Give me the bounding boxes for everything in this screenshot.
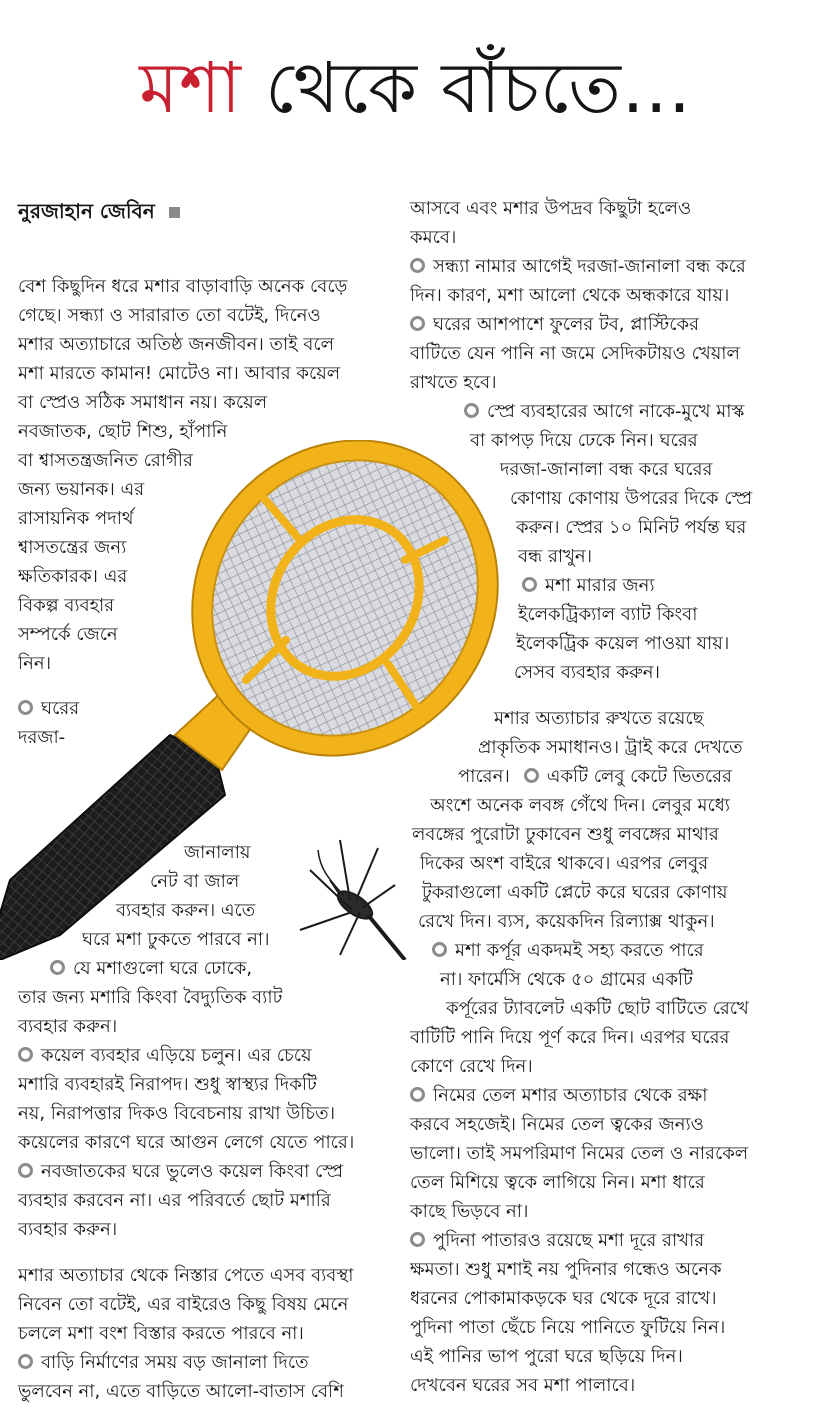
line-text: মশার অত্যাচারে অতিষ্ঠ জনজীবন। তাই বলে [18,334,334,355]
left-column-line [18,1215,117,1244]
line-text: সেসব ব্যবহার করুন। [514,662,660,683]
line-text: কয়েলের কারণে ঘরে আগুন লেগে যেতে পারে। [18,1132,355,1153]
line-text: না। ফার্মেসি থেকে ৫০ গ্রামের একটি [440,969,693,990]
line-text: কোণায় কোণায় উপরের দিকে স্প্রে [510,488,753,509]
bullet-icon [432,942,447,957]
left-column-line [18,1012,117,1041]
left-column-line [18,446,193,475]
line-text: নবজাতকের ঘরে ভুলেও কয়েল কিংবা স্প্রে [41,1161,344,1182]
line-text: মশা মারতে কামান! মোটেও না। আবার কয়েল [18,363,341,384]
line-text: নেট বা জাল [150,871,240,892]
bullet-icon [464,403,479,418]
line-text: মশারি ব্যবহারই নিরাপদ। শুধু স্বাস্থ্যর দিকটি [18,1074,317,1095]
line-text: ধরনের পোকামাকড়কে ঘর থেকে দূরে রাখে। [410,1288,717,1309]
right-column-line [410,1342,683,1371]
line-text: ঘরে মশা ঢুকতে পারবে না। [82,929,270,950]
line-text: রেখে দিন। ব্যস, কয়েকদিন রিল্যাক্স থাকুন। [418,911,715,932]
left-column-line [18,1319,304,1348]
line-text: চললে মশা বংশ বিস্তার করতে পারবে না। [18,1323,304,1344]
line-text: রাখতে হবে। [410,372,497,393]
right-column-line [522,571,655,600]
left-column-line [18,562,127,591]
line-text: ক্ষমতা। শুধু মশাই নয় পুদিনার গন্ধেও অনেক [410,1259,722,1280]
line-text: সম্পর্কে জেনে [18,624,118,645]
right-column-line [518,600,697,629]
left-column-line [184,838,251,867]
bullet-icon [18,1047,33,1062]
line-text: টুকরাগুলো একটি প্লেটে করে ঘরের কোণায় [422,882,728,903]
right-column-line [510,484,752,513]
line-text: ভুলবেন না, এতে বাড়িতে আলো-বাতাস বেশি [18,1381,344,1402]
right-column-line [478,733,743,762]
right-column-line [440,965,693,994]
left-column-line [116,896,255,925]
line-text: ঘরের [41,698,80,719]
right-column-line [410,1081,707,1110]
left-column-line [18,272,347,301]
line-text: মশার অত্যাচার থেকে নিস্তার পেতে এসব ব্যবস্থা [18,1265,354,1286]
line-text: ইলেকট্রিক কয়েল পাওয়া যায়। [516,633,730,654]
line-text: যে মশাগুলো ঘরে ঢোকে, [73,958,253,979]
line-text: নিমের তেল মশার অত্যাচার থেকে রক্ষা [433,1085,708,1106]
line-text: আসবে এবং মশার উপদ্রব কিছুটা হলেও [410,198,692,219]
left-column-line [50,954,252,983]
line-text: দিন। কারণ, মশা আলো থেকে অন্ধকারে যায়। [410,285,730,306]
line-text: গেছে। সন্ধ্যা ও সারারাত তো বটেই, দিনেও [18,305,321,326]
left-column-line [18,649,51,678]
line-text: কাছে ভিড়বে না। [410,1201,529,1222]
line-text: দরজা- [18,727,66,748]
left-column-line [18,1070,317,1099]
right-column-line [410,1313,725,1342]
mosquito-image [300,840,405,960]
line-text: বা কাপড় দিয়ে ঢেকে নিন। ঘরের [470,430,698,451]
right-column-line [410,223,456,252]
line-text: পুদিনা পাতারও রয়েছে মশা দূরে রাখার [433,1230,705,1251]
bullet-icon [410,1087,425,1102]
left-column-line [18,723,65,752]
right-column-line [410,1197,528,1226]
right-column-line [458,762,732,791]
left-column-line [18,359,340,388]
bullet-icon [410,1232,425,1247]
line-text: বাড়ি নির্মাণের সময় বড় জানালা দিতে [41,1352,309,1373]
line-text: কয়েল ব্যবহার এড়িয়ে চলুন। এর চেয়ে [41,1045,312,1066]
left-column-line [18,1261,353,1290]
line-text: মশা কর্পূর একদমই সহ্য করতে পারে [455,940,704,961]
line-text: নিন। [18,653,52,674]
line-text: পারেন। [458,766,510,787]
byline-square-icon [169,207,180,218]
left-column-line [18,694,79,723]
line-text: করুন। স্প্রের ১০ মিনিট পর্যন্ত ঘর [516,517,747,538]
line-text: ঘরের আশপাশে ফুলের টব, প্লাস্টিকের [433,314,699,335]
bullet-icon [18,1163,33,1178]
right-column-line [446,994,749,1023]
right-column-line [410,339,740,368]
left-column-line [82,925,270,954]
line-text: মশার অত্যাচার রুখতে রয়েছে [494,708,704,729]
bullet-icon [18,1354,33,1369]
line-text: বা শ্বাসতন্ত্রজনিত রোগীর [18,450,193,471]
line-text: লবঙ্গের পুরোটা ঢুকাবেন শুধু লবঙ্গের মাথার [412,824,719,845]
left-column-line [18,1128,354,1157]
line-text: বাটিতে যেন পানি না জমে সেদিকটায়ও খেয়াল [410,343,740,364]
line-text: মশা মারার জন্য [545,575,655,596]
right-column-line [518,542,592,571]
right-column-line [410,368,497,397]
right-column-line [412,820,719,849]
line-text: জানালায় [184,842,251,863]
bullet-icon [18,700,33,715]
author-name: নুরজাহান জেবিন [18,199,155,223]
line-text: দিকের অংশ বাইরে থাকবে। এরপর লেবুর [420,853,709,874]
line-text: অংশে অনেক লবঙ্গ গেঁথে দিন। লেবুর মধ্যে [430,795,731,816]
bullet-icon [524,768,539,783]
left-column-line [18,620,118,649]
line-text: বিকল্প ব্যবহার [18,595,115,616]
right-column-line [410,1255,722,1284]
left-column-line [18,330,334,359]
line-text: স্প্রে ব্যবহারের আগে নাকে-মুখে মাস্ক [487,401,745,422]
line-text: এই পানির ভাপ পুরো ঘরে ছড়িয়ে দিন। [410,1346,683,1367]
article-title [0,38,831,138]
left-column-line [18,1348,309,1377]
left-column-line [18,388,267,417]
left-column-line [150,867,239,896]
line-text: করবে সহজেই। নিমের তেল ত্বকের জন্যও [410,1114,704,1135]
right-column-line [410,281,729,310]
line-text: নিবেন তো বটেই, এর বাইরেও কিছু বিষয় মেনে [18,1294,349,1315]
line-text: ব্যবহার করুন। [18,1016,118,1037]
right-column-line [430,791,730,820]
line-text: বাটিটি পানি দিয়ে পূর্ণ করে দিন। এরপর ঘরের [410,1027,730,1048]
line-text: প্রাকৃতিক সমাধানও। ট্রাই করে দেখতে [478,737,743,758]
line-text: বা স্প্রেও সঠিক সমাধান নয়। কয়েল [18,392,268,413]
left-column-line [18,475,144,504]
right-column-line [514,658,660,687]
right-column-line [470,426,698,455]
line-text: পুদিনা পাতা ছেঁচে নিয়ে পানিতে ফুটিয়ে নিন। [410,1317,726,1338]
line-text: কর্পূরের ট্যাবলেট একটি ছোট বাটিতে রেখে [446,998,749,1019]
line-text: নয়, নিরাপত্তার দিকও বিবেচনায় রাখা উচিত। [18,1103,336,1124]
right-column-line [410,1168,705,1197]
title-rest: থেকে বাঁচতে... [265,47,692,129]
line-text: ভালো। তাই সমপরিমাণ নিমের তেল ও নারকেল [410,1143,749,1164]
bullet-icon [50,960,65,975]
left-column-line [18,1041,312,1070]
bullet-icon [410,258,425,273]
line-text: তার জন্য মশারি কিংবা বৈদ্যুতিক ব্যাট [18,987,283,1008]
right-column-line [410,1052,533,1081]
line-text: দেখবেন ঘরের সব মশা পালাবে। [410,1375,636,1396]
line-text: বেশ কিছুদিন ধরে মশার বাড়াবাড়ি অনেক বেড়ে [18,276,348,297]
bullet-icon [522,577,537,592]
line-text: ব্যবহার করুন। [18,1219,118,1240]
right-column-line [410,1139,748,1168]
title-red-word: মশা [139,47,242,129]
line-text: ব্যবহার করবেন না। এর পরিবর্তে ছোট মশারি [18,1190,331,1211]
line-text: একটি লেবু কেটে ভিতরের [546,766,732,787]
left-column-line [18,1290,348,1319]
right-column-line [494,704,704,733]
right-column-line [410,1023,729,1052]
line-text: সন্ধ্যা নামার আগেই দরজা-জানালা বন্ধ করে [433,256,746,277]
left-column-line [18,301,321,330]
left-column-line [18,1186,331,1215]
right-column-line [410,1284,717,1313]
line-text: ক্ষতিকারক। এর [18,566,128,587]
right-column-line [516,513,746,542]
left-column-line [18,1157,343,1186]
right-column-line [420,849,708,878]
right-column-line [410,252,746,281]
author-byline [18,197,180,230]
right-column-line [410,1226,704,1255]
left-column-line [18,417,227,446]
line-text: রাসায়নিক পদার্থ [18,508,134,529]
right-column-line [516,629,729,658]
line-text: ইলেকট্রিক্যাল ব্যাট কিংবা [518,604,698,625]
line-text: জন্য ভয়ানক। এর [18,479,145,500]
line-text: কোণে রেখে দিন। [410,1056,533,1077]
right-column-line [418,907,715,936]
left-column-line [18,1377,344,1406]
right-column-line [500,455,712,484]
right-column-line [464,397,744,426]
line-text: শ্বাসতন্ত্রের জন্য [18,537,127,558]
left-column-line [18,504,134,533]
line-text: নবজাতক, ছোট শিশু, হাঁপানি [18,421,228,442]
left-column-line [18,591,114,620]
left-column-line [18,983,282,1012]
left-column-line [18,1099,335,1128]
right-column-line [422,878,728,907]
right-column-line [432,936,704,965]
line-text: বন্ধ রাখুন। [518,546,593,567]
right-column-line [410,1371,635,1400]
bullet-icon [410,316,425,331]
right-column-line [410,310,699,339]
left-column-line [18,533,126,562]
line-text: তেল মিশিয়ে ত্বকে লাগিয়ে নিন। মশা ধারে [410,1172,705,1193]
line-text: দরজা-জানালা বন্ধ করে ঘরের [500,459,713,480]
line-text: কমবে। [410,227,457,248]
right-column-line [410,194,691,223]
right-column-line [410,1110,704,1139]
line-text: ব্যবহার করুন। এতে [116,900,256,921]
